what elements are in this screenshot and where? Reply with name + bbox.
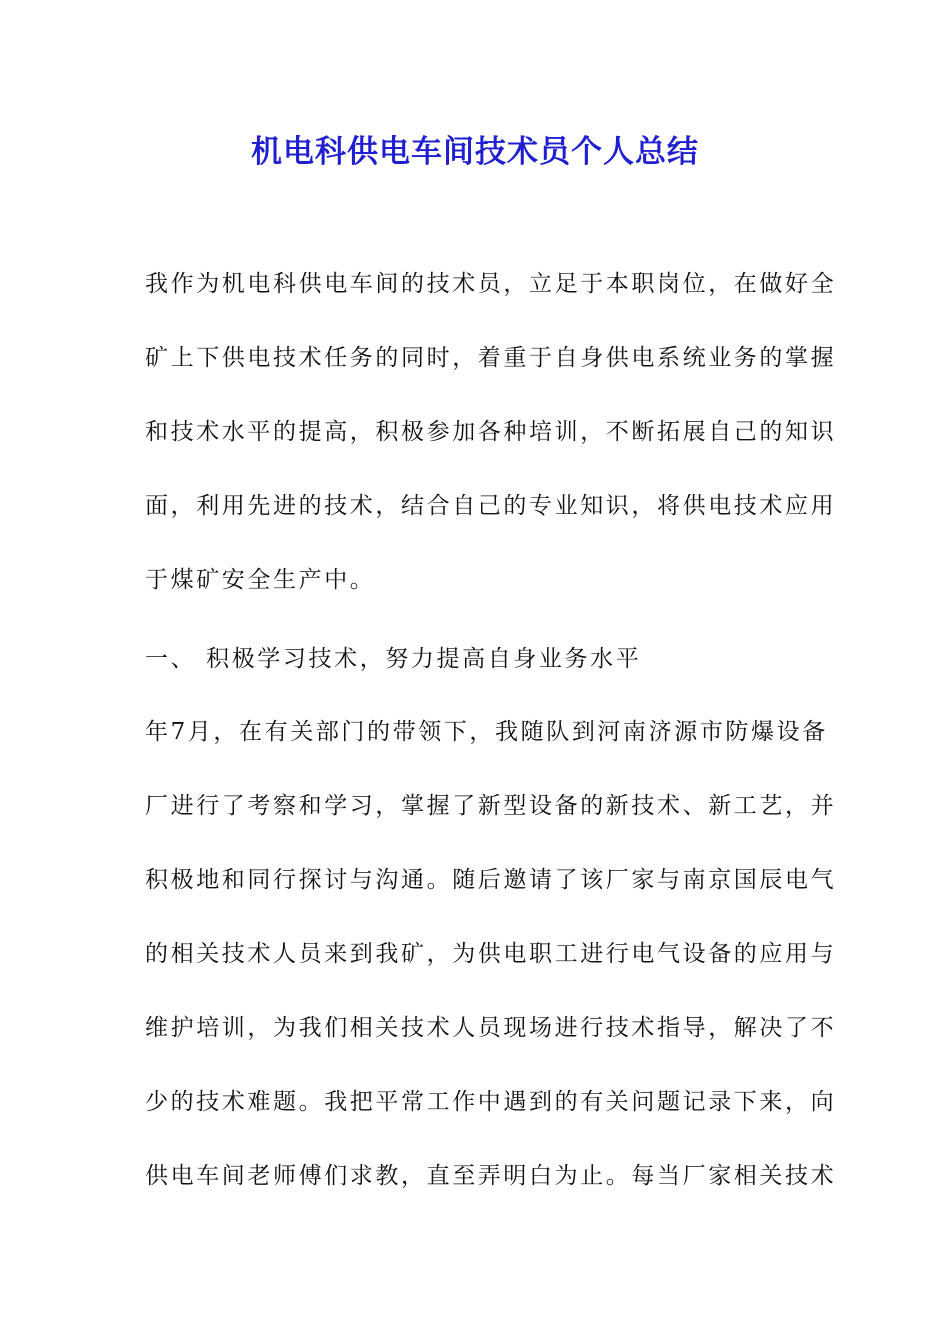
paragraph-line: 的相关技术人员来到我矿，为供电职工进行电气设备的应用与 bbox=[145, 941, 837, 967]
paragraph-line: 供电车间老师傅们求教，直至弄明白为止。每当厂家相关技术 bbox=[145, 1163, 837, 1189]
paragraph-line: 矿上下供电技术任务的同时，着重于自身供电系统业务的掌握 bbox=[145, 345, 837, 371]
paragraph-line: 和技术水平的提高，积极参加各种培训，不断拓展自己的知识 bbox=[145, 419, 837, 445]
paragraph-line: 少的技术难题。我把平常工作中遇到的有关问题记录下来，向 bbox=[145, 1089, 837, 1115]
paragraph-line: 于煤矿安全生产中。 bbox=[145, 567, 376, 593]
paragraph-line: 我作为机电科供电车间的技术员，立足于本职岗位，在做好全 bbox=[145, 271, 837, 297]
paragraph-line: 维护培训，为我们相关技术人员现场进行技术指导，解决了不 bbox=[145, 1015, 837, 1041]
section-heading: 一、 积极学习技术，努力提高自身业务水平 bbox=[145, 646, 642, 672]
paragraph-line: 积极地和同行探讨与沟通。随后邀请了该厂家与南京国辰电气 bbox=[145, 867, 837, 893]
paragraph-line: 年7月，在有关部门的带领下，我随队到河南济源市防爆设备 bbox=[145, 719, 828, 745]
document-title: 机电科供电车间技术员个人总结 bbox=[251, 134, 699, 170]
paragraph-line: 厂进行了考察和学习，掌握了新型设备的新技术、新工艺，并 bbox=[145, 793, 837, 819]
paragraph-line: 面，利用先进的技术，结合自己的专业知识，将供电技术应用 bbox=[145, 493, 837, 519]
